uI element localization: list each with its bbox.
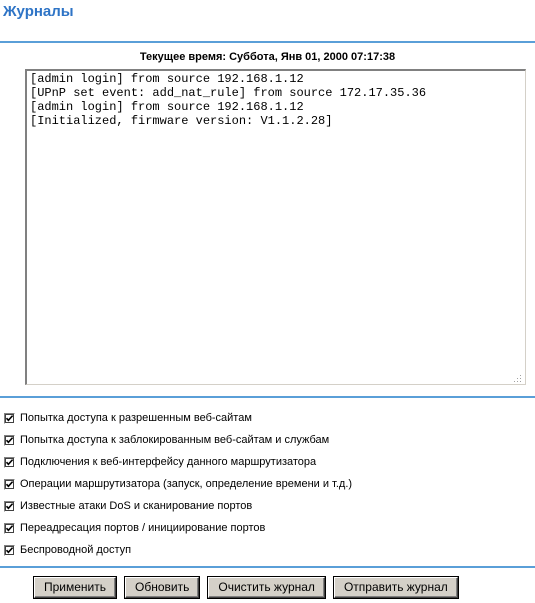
option-label: Переадресация портов / инициирование портов	[20, 522, 266, 534]
bottom-divider	[0, 566, 535, 568]
checkmark-icon	[5, 524, 14, 533]
option-dos-attacks	[4, 495, 352, 517]
clear-log-button[interactable]: Очистить журнал	[208, 577, 325, 598]
log-textarea[interactable]	[25, 69, 526, 385]
send-log-button[interactable]: Отправить журнал	[334, 577, 458, 598]
web-interface-connections-checkbox[interactable]	[4, 457, 15, 468]
allowed-sites-checkbox[interactable]	[4, 413, 15, 424]
option-label: Беспроводной доступ	[20, 544, 132, 556]
blocked-sites-checkbox[interactable]	[4, 435, 15, 446]
option-label: Известные атаки DoS и сканирование портов	[20, 500, 253, 512]
log-lines	[30, 72, 525, 128]
option-label: Попытка доступа к заблокированным веб-сайтам и службам	[20, 434, 330, 446]
dos-attacks-checkbox[interactable]	[4, 501, 15, 512]
checkmark-icon	[5, 502, 14, 511]
checkmark-icon	[5, 480, 14, 489]
option-label: Попытка доступа к разрешенным веб-сайтам	[20, 412, 252, 424]
checkmark-icon	[5, 414, 14, 423]
checkmark-icon	[5, 436, 14, 445]
option-router-operations	[4, 473, 352, 495]
option-label: Операции маршрутизатора (запуск, определение времени и т.д.)	[20, 478, 353, 490]
option-wireless-access	[4, 539, 352, 561]
log-options-list	[4, 407, 352, 561]
option-blocked-sites	[4, 429, 352, 451]
wireless-access-checkbox[interactable]	[4, 545, 15, 556]
checkmark-icon	[5, 546, 14, 555]
log-line: [Initialized, firmware version: V1.1.2.28]	[30, 114, 333, 128]
refresh-button[interactable]: Обновить	[125, 577, 199, 598]
option-port-forwarding	[4, 517, 352, 539]
router-operations-checkbox[interactable]	[4, 479, 15, 490]
action-buttons	[34, 577, 458, 598]
log-line: [admin login] from source 192.168.1.12	[30, 72, 304, 86]
option-label: Подключения к веб-интерфейсу данного маршрутизатора	[20, 456, 317, 468]
current-time: Текущее время: Суббота, Янв 01, 2000 07:17:38	[139, 51, 396, 63]
top-divider	[0, 41, 535, 43]
checkmark-icon	[5, 458, 14, 467]
page-title: Журналы	[3, 3, 74, 20]
option-allowed-sites	[4, 407, 352, 429]
apply-button[interactable]: Применить	[34, 577, 116, 598]
middle-divider	[0, 396, 535, 398]
port-forwarding-checkbox[interactable]	[4, 523, 15, 534]
resize-grip-icon[interactable]	[512, 371, 523, 382]
option-web-interface-connections	[4, 451, 352, 473]
log-line: [admin login] from source 192.168.1.12	[30, 100, 304, 114]
log-line: [UPnP set event: add_nat_rule] from source 172.17.35.36	[30, 86, 427, 100]
